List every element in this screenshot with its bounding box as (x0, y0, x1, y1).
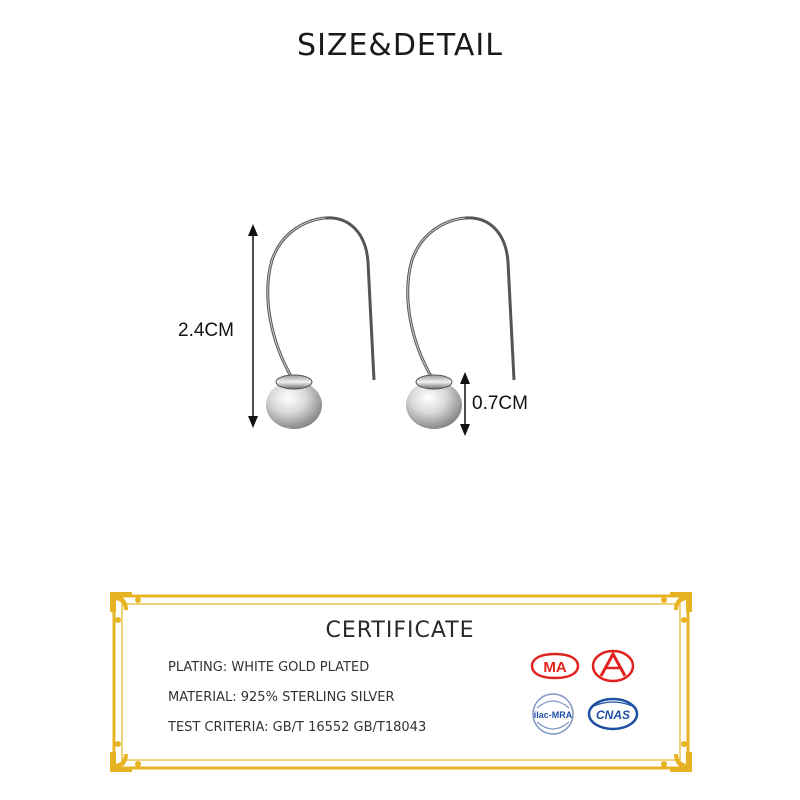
ilac-logo-text: ilac-MRA (533, 710, 573, 720)
cma-logo-icon (528, 650, 582, 682)
spec-test-criteria: TEST CRITERIA: GB/T 16552 GB/T18043 (168, 720, 427, 735)
spec-material: MATERIAL: 925% STERLING SILVER (168, 690, 395, 705)
spec-plating: PLATING: WHITE GOLD PLATED (168, 660, 370, 675)
height-dimension-label: 2.4CM (178, 320, 234, 341)
cma-logo-text: MA (543, 659, 567, 676)
bead-dimension-label: 0.7CM (472, 393, 528, 414)
height-arrow (248, 224, 258, 428)
page-title: SIZE&DETAIL (297, 28, 503, 63)
cal-logo-icon (590, 648, 636, 684)
earring-left (266, 218, 374, 429)
cnas-logo-icon (586, 696, 640, 732)
cnas-logo-text: CNAS (595, 708, 631, 722)
certificate-title: CERTIFICATE (325, 618, 475, 643)
ilac-mra-logo-icon (527, 690, 579, 740)
